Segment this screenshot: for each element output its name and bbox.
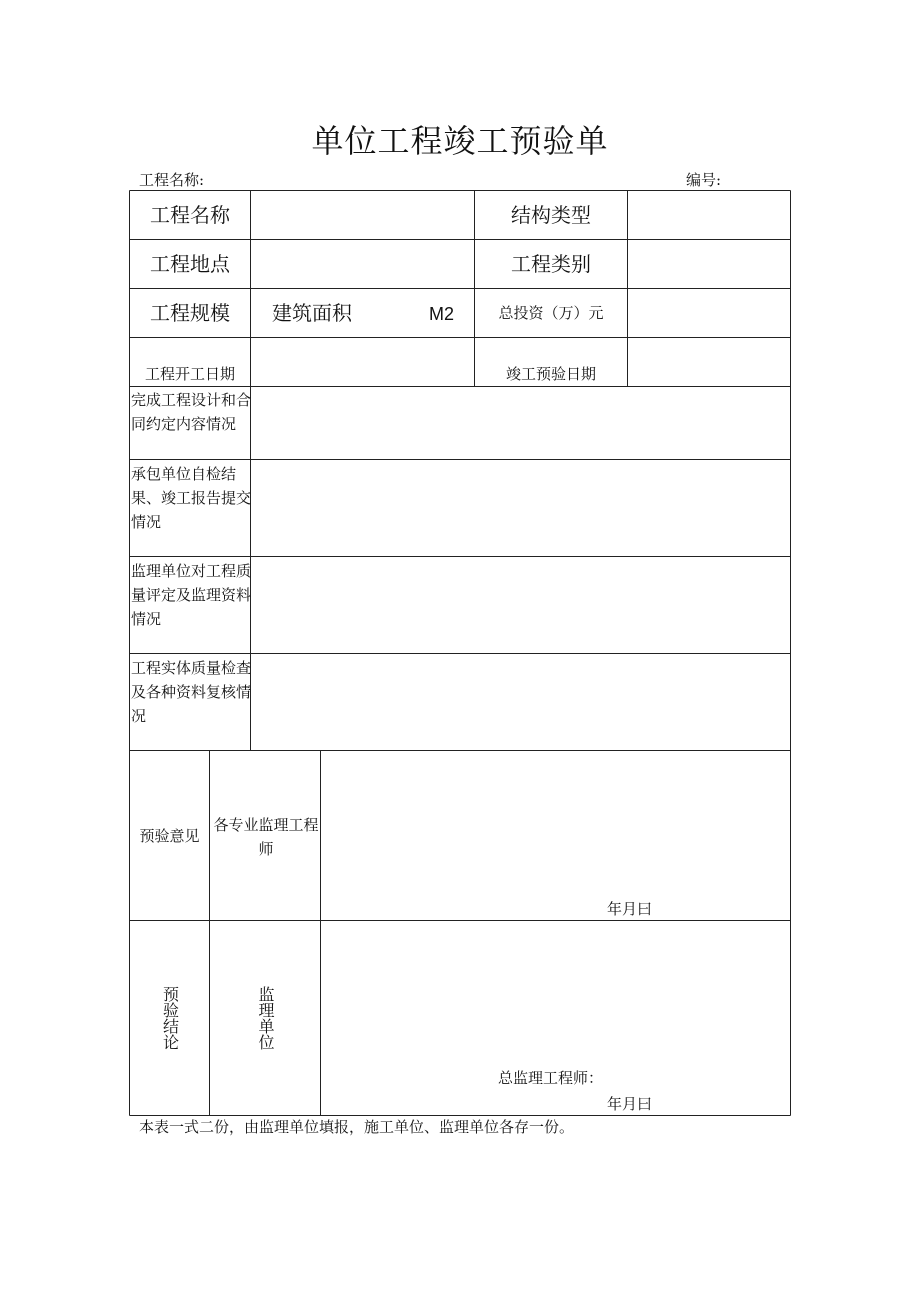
project-category-label: 工程类别 <box>511 252 591 276</box>
total-investment-field[interactable] <box>628 289 790 337</box>
design-contract-status-field[interactable] <box>251 387 790 459</box>
structure-type-label: 结构类型 <box>511 203 591 227</box>
quality-inspection-label: 工程实体质量检查及各种资料复核情况 <box>131 659 252 725</box>
footer-note: 本表一式二份，由监理单位填报，施工单位、监理单位各存一份。 <box>139 1118 575 1136</box>
supervision-evaluation-field[interactable] <box>251 557 790 653</box>
project-location-label: 工程地点 <box>150 252 230 276</box>
document-title: 单位工程竣工预验单 <box>311 122 609 160</box>
total-investment-label: 总投资（万）元 <box>498 304 604 322</box>
conclusion-date-label: 年月曰 <box>607 1095 653 1113</box>
project-name-label: 工程名称 <box>150 203 230 227</box>
start-date-field[interactable] <box>251 338 474 386</box>
area-unit: M2 <box>429 304 455 324</box>
structure-type-field[interactable] <box>628 191 790 239</box>
design-contract-status-label: 完成工程设计和合同约定内容情况 <box>131 391 252 433</box>
contractor-selfcheck-field[interactable] <box>251 460 790 556</box>
chief-engineer-label: 总监理工程师： <box>498 1069 604 1087</box>
project-name-header-label: 工程名称: <box>139 171 205 189</box>
start-date-label: 工程开工日期 <box>144 365 235 383</box>
project-name-field[interactable] <box>251 191 474 239</box>
project-location-field[interactable] <box>251 240 474 288</box>
project-scale-label: 工程规模 <box>150 301 230 325</box>
building-area-label: 建筑面积 <box>272 301 352 325</box>
supervision-evaluation-label: 监理单位对工程质量评定及监理资料情况 <box>131 562 252 628</box>
pre-acceptance-conclusion-label: 预验结论 <box>160 986 180 1050</box>
supervision-unit-label: 监理单位 <box>256 986 275 1050</box>
pre-acceptance-date-label: 竣工预验日期 <box>505 365 596 383</box>
contractor-selfcheck-label: 承包单位自检结果、竣工报告提交情况 <box>131 465 252 531</box>
pre-acceptance-date-field[interactable] <box>628 338 790 386</box>
pre-acceptance-opinion-field[interactable] <box>321 751 790 920</box>
number-label: 编号: <box>686 171 722 189</box>
specialty-engineers-label: 各专业监理工程师 <box>213 816 319 858</box>
opinion-date-label: 年月曰 <box>607 900 653 918</box>
quality-inspection-field[interactable] <box>251 654 790 750</box>
project-category-field[interactable] <box>628 240 790 288</box>
pre-acceptance-opinion-label: 预验意见 <box>139 826 200 845</box>
